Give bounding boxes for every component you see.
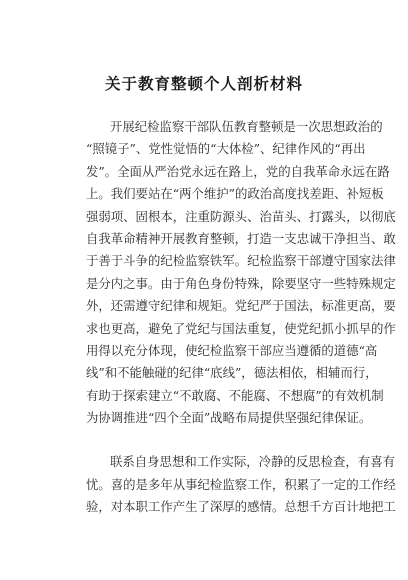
text-line: 上。我们要站在“两个维护”的政治高度找差距、补短板 — [86, 186, 384, 202]
text-line: 联系自身思想和工作实际，冷静的反思检查，有喜有 — [110, 454, 395, 470]
text-line: 用得以充分体现，使纪检监察干部应当遵循的道德“高 — [86, 342, 378, 358]
text-line: 是分内之事。由于角色身份特殊，除要坚守一些特殊规定 — [86, 275, 396, 291]
document-title: 关于教育整顿个人剖析材料 — [104, 75, 303, 93]
text-line: “照镜子”、党性觉悟的“大体检”、纪律作风的“再出 — [86, 141, 366, 157]
text-line: 忧。喜的是多年从事纪检监察工作，积累了一定的工作经 — [86, 476, 396, 492]
text-line: 自我革命精神开展教育整顿，打造一支忠诚干净担当、敢 — [86, 230, 396, 246]
text-line: 外，还需遵守纪律和规矩。党纪严于国法，标准更高，要 — [86, 298, 396, 314]
paragraph-gap — [86, 429, 328, 451]
text-line: 验，对本职工作产生了深厚的感情。总想千方百计地把工 — [86, 499, 396, 515]
text-line: 线”和不能触碰的纪律“底线”，德法相依，相辅而行， — [86, 365, 378, 381]
paragraph — [86, 451, 396, 518]
text-line: 于善于斗争的纪检监察铁军。纪检监察干部遵守国家法律 — [86, 253, 396, 269]
text-line: 发”。全面从严治党永远在路上，党的自我革命永远在路 — [86, 163, 390, 179]
text-line: 求也更高，避免了党纪与国法重复，使党纪抓小抓早的作 — [86, 320, 396, 336]
paragraph — [86, 116, 396, 429]
text-line: 强弱项、固根本，注重防源头、治苗头、打露头，以彻底 — [86, 208, 396, 224]
text-line: 为协调推进“四个全面”战略布局提供坚强纪律保证。 — [86, 410, 372, 426]
document-body — [86, 116, 396, 519]
text-line: 有助于探索建立“不敢腐、不能腐、不想腐”的有效机制 — [86, 387, 384, 403]
text-line: 开展纪检监察干部队伍教育整顿是一次思想政治的 — [110, 119, 383, 134]
